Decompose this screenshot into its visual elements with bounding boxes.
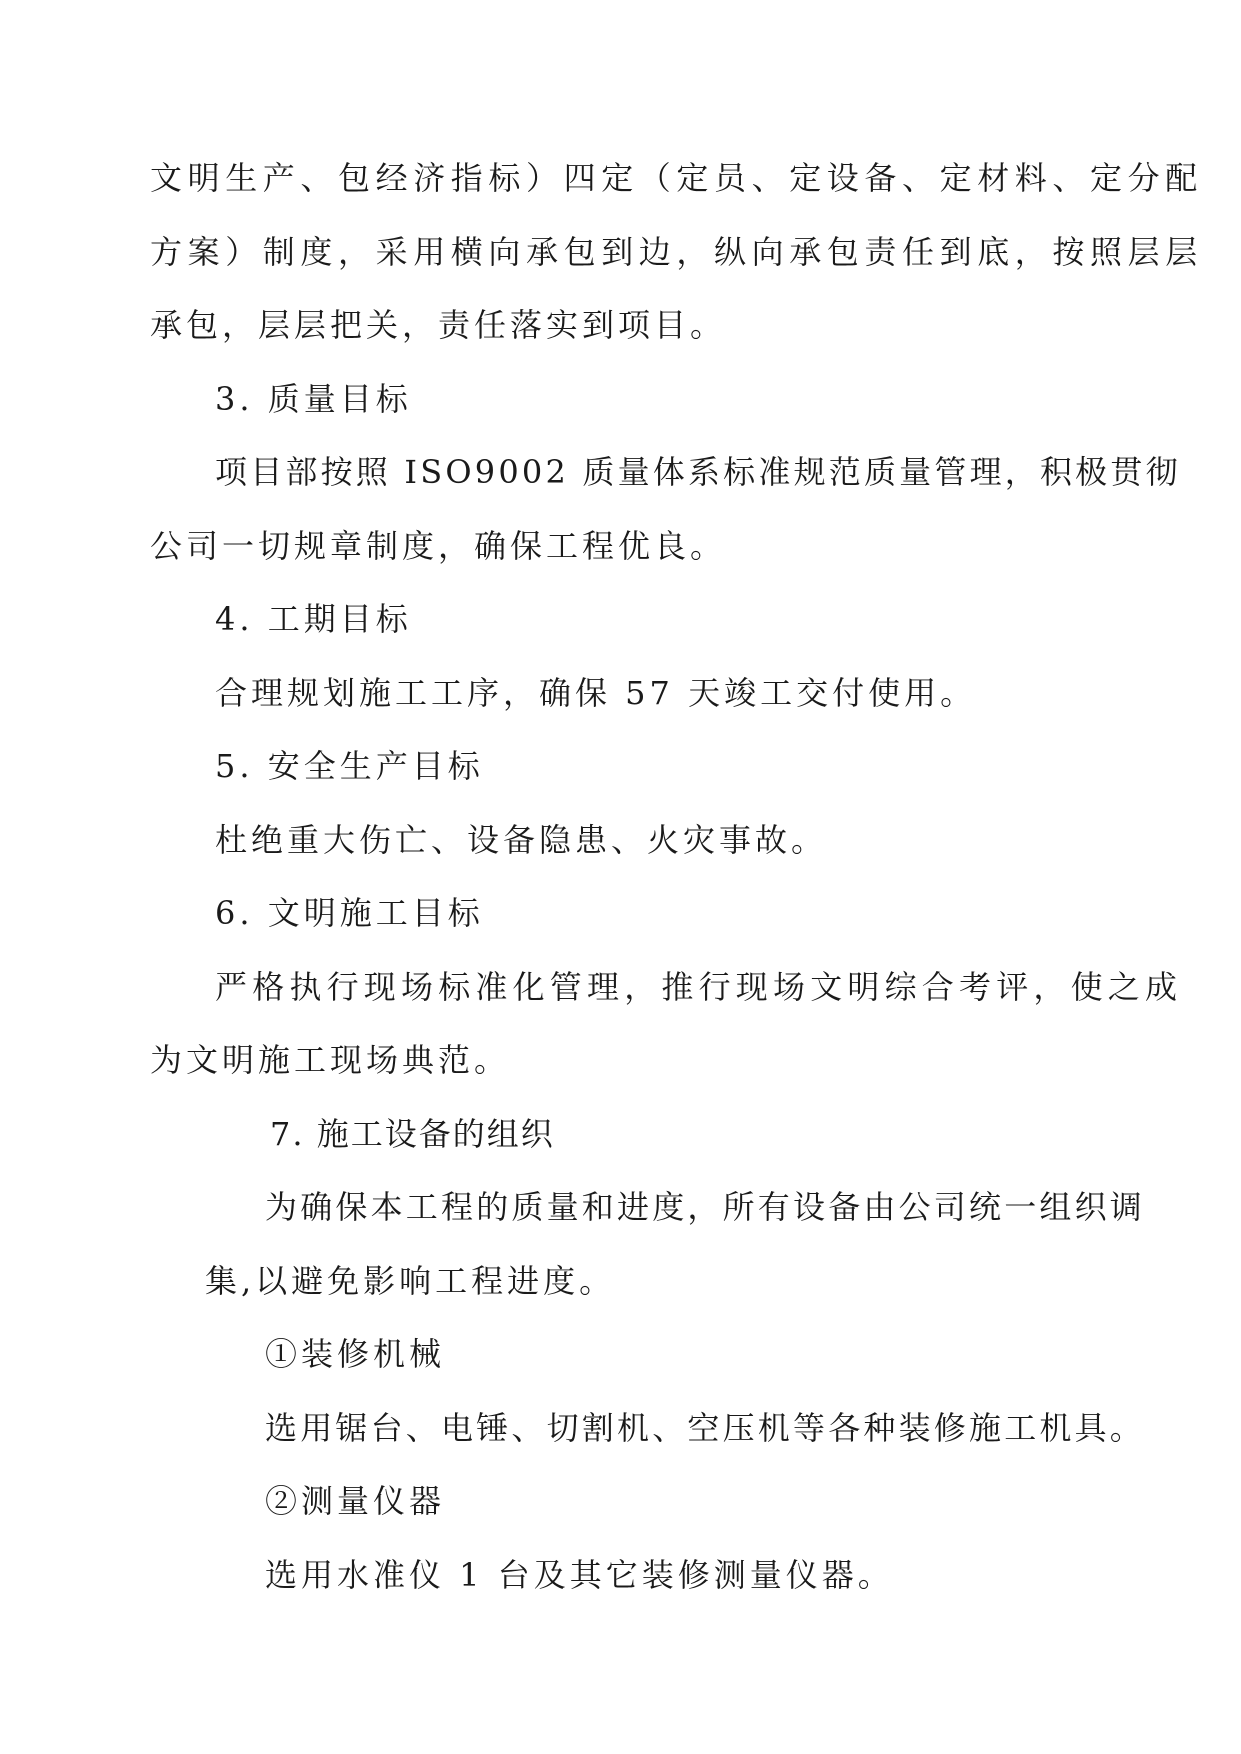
section-heading-quality: 3. 质量目标	[215, 380, 412, 418]
body-text-line: 方案）制度，采用横向承包到边，纵向承包责任到底，按照层层	[150, 233, 1203, 271]
body-text-line: 集,以避免影响工程进度。	[205, 1262, 616, 1300]
body-text-line: 选用水准仪 1 台及其它装修测量仪器。	[265, 1556, 894, 1594]
section-heading-schedule: 4. 工期目标	[215, 600, 412, 638]
body-text-line: 为确保本工程的质量和进度，所有设备由公司统一组织调	[265, 1188, 1146, 1226]
body-text-line: 合理规划施工工序，确保 57 天竣工交付使用。	[215, 674, 977, 712]
section-heading-civilized: 6. 文明施工目标	[215, 894, 484, 932]
body-text-line: 文明生产、包经济指标）四定（定员、定设备、定材料、定分配	[150, 159, 1203, 197]
body-text-line: 公司一切规章制度，确保工程优良。	[150, 527, 727, 565]
body-text-line: 项目部按照 ISO9002 质量体系标准规范质量管理，积极贯彻	[215, 453, 1181, 491]
body-text-line: 承包，层层把关，责任落实到项目。	[150, 306, 727, 344]
body-text-line: 严格执行现场标准化管理，推行现场文明综合考评，使之成	[215, 968, 1183, 1006]
section-heading-safety: 5. 安全生产目标	[215, 747, 484, 785]
body-text-line: 选用锯台、电锤、切割机、空压机等各种装修施工机具。	[265, 1409, 1146, 1447]
subheading-instruments: ②测量仪器	[265, 1482, 446, 1520]
subheading-machinery: ①装修机械	[265, 1335, 446, 1373]
section-heading-equipment: 7. 施工设备的组织	[270, 1115, 555, 1153]
body-text-line: 为文明施工现场典范。	[150, 1041, 511, 1079]
body-text-line: 杜绝重大伤亡、设备隐患、火灾事故。	[215, 821, 828, 859]
